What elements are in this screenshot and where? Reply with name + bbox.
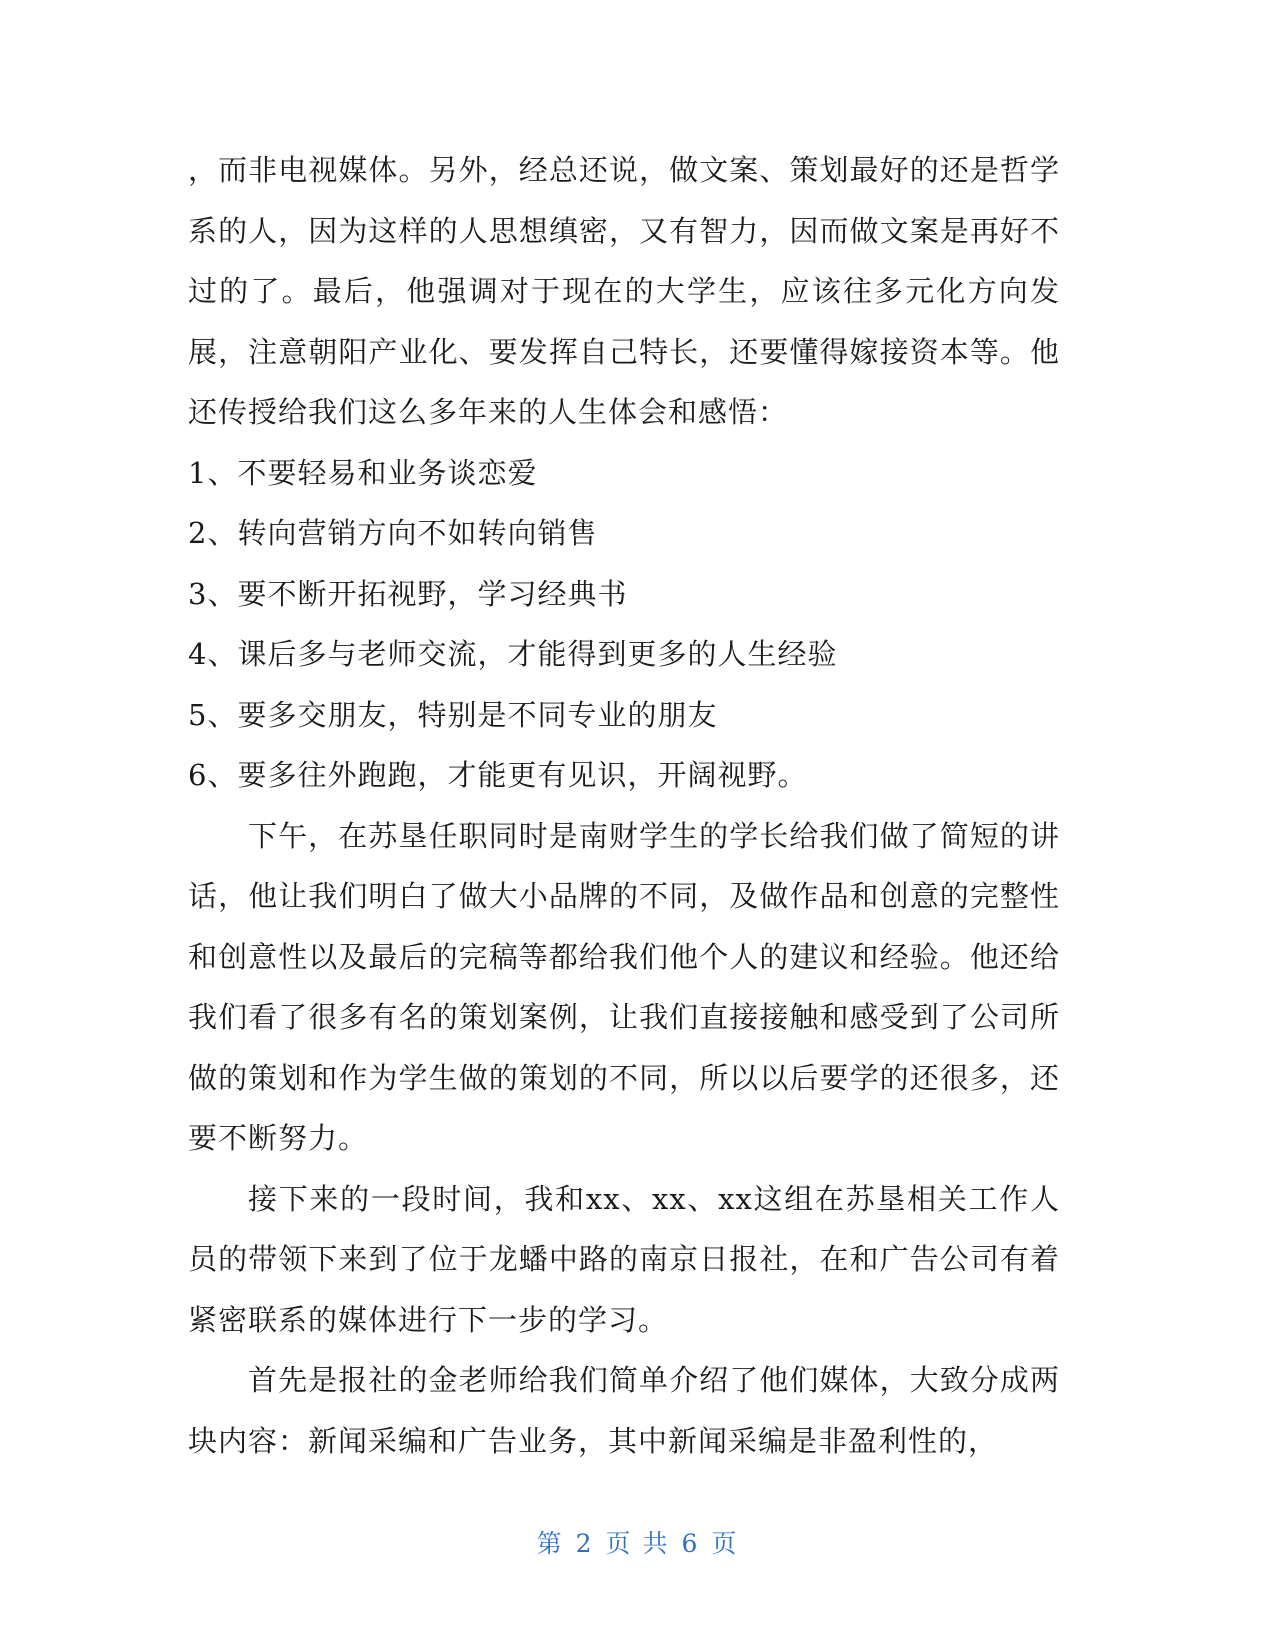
current-page-number: 2 xyxy=(575,1529,594,1558)
paragraph-visit: 接下来的一段时间，我和xx、xx、xx这组在苏垦相关工作人员的带领下来到了位于龙蟠中路的南京日报社，在和广告公司有着紧密联系的媒体进行下一步的学习。 xyxy=(188,1181,1060,1337)
paragraph-afternoon: 下午，在苏垦任职同时是南财学生的学长给我们做了简短的讲话，他让我们明白了做大小品牌的不同，及做作品和创意的完整性和创意性以及最后的完稿等都给我们他个人的建议和经验。他还给我们看了很多有名的策划案例，让我们直接接触和感受到了公司所做的策划和作为学生做的策划的不同，所以以后要学的还很多，还要不断努力。 xyxy=(188,818,1060,1155)
total-page-count: 6 xyxy=(681,1529,700,1558)
page-middle-text: 页 共 xyxy=(605,1529,670,1558)
list-item: 6、要多往外跑跑，才能更有见识，开阔视野。 xyxy=(188,758,808,792)
page-suffix: 页 xyxy=(711,1529,739,1558)
document-body xyxy=(188,140,1060,1471)
list-item: 2、转向营销方向不如转向销售 xyxy=(188,516,598,550)
list-item: 3、要不断开拓视野，学习经典书 xyxy=(188,576,628,611)
page-prefix: 第 xyxy=(536,1529,564,1558)
list-item: 5、要多交朋友，特别是不同专业的朋友 xyxy=(188,697,718,732)
list-item: 4、课后多与老师交流，才能得到更多的人生经验 xyxy=(188,637,838,671)
list-item: 1、不要轻易和业务谈恋爱 xyxy=(188,455,538,490)
paragraph-continuation: ，而非电视媒体。另外，经总还说，做文案、策划最好的还是哲学系的人，因为这样的人思想缜密，又有智力，因而做文案是再好不过的了。最后，他强调对于现在的大学生，应该往多元化方向发展，注意朝阳产业化、要发挥自己特长，还要懂得嫁接资本等。他还传授给我们这么多年来的人生体会和感悟： xyxy=(188,153,1060,429)
page-number-footer xyxy=(0,1524,1275,1560)
paragraph-newspaper: 首先是报社的金老师给我们简单介绍了他们媒体，大致分成两块内容：新闻采编和广告业务，其中新闻采编是非盈利性的， xyxy=(188,1363,1060,1458)
